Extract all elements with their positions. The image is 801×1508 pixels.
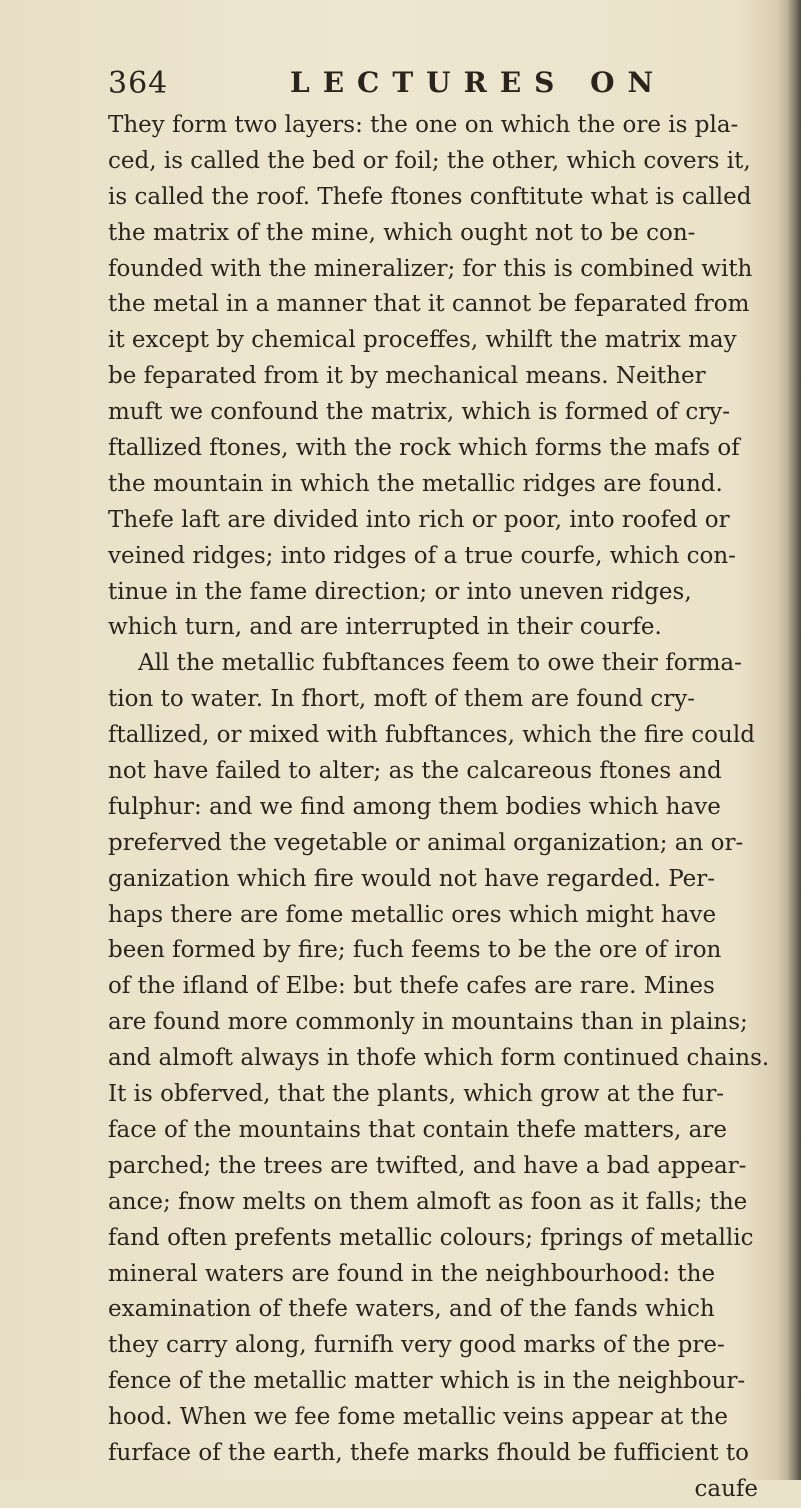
text-line: it except by chemical proceffes, whilft the matrix may (108, 327, 737, 354)
text-line: muft we confound the matrix, which is formed of cry- (108, 399, 730, 426)
text-line: tinue in the fame direction; or into uneven ridges, (108, 578, 692, 605)
text-line: Thefe laft are divided into rich or poor, into roofed or (108, 506, 730, 533)
paragraph-first-line: All the metallic fubftances feem to owe their forma- (138, 650, 742, 677)
text-line: are found more commonly in mountains than in plains; (108, 1009, 748, 1036)
text-line: hood. When we fee fome metallic veins appear at the (108, 1404, 729, 1431)
text-line: of the ifland of Elbe: but thefe cafes are rare. Mines (108, 973, 715, 1000)
text-line: they carry along, furnifh very good marks of the pre- (108, 1332, 725, 1359)
text-line: the mountain in which the metallic ridges are found. (108, 470, 723, 497)
text-line: It is obferved, that the plants, which grow at the fur- (108, 1081, 725, 1108)
text-line: be feparated from it by mechanical means. Neither (108, 363, 706, 390)
text-line: preferved the vegetable or animal organization; an or- (108, 829, 744, 856)
text-line: founded with the mineralizer; for this is combined with (108, 255, 753, 282)
text-line: furface of the earth, thefe marks fhould be fufficient to (108, 1439, 750, 1466)
text-line: and almoft always in thofe which form continued chains. (108, 1045, 770, 1072)
text-line: ganization which fire would not have regarded. Per- (108, 865, 716, 892)
text-line: mineral waters are found in the neighbourhood: the (108, 1260, 716, 1287)
text-line: veined ridges; into ridges of a true courfe, which con- (108, 542, 736, 569)
text-line: haps there are fome metallic ores which might have (108, 901, 717, 928)
text-line: ced, is called the bed or foil; the other, which covers it, (108, 147, 751, 174)
text-line: tion to water. In fhort, moft of them are found cry- (108, 686, 696, 713)
text-line: parched; the trees are twifted, and have a bad appear- (108, 1152, 747, 1179)
text-line: the matrix of the mine, which ought not to be con- (108, 219, 696, 246)
body-text (108, 108, 788, 1508)
text-line: is called the roof. Thefe ftones conftitute what is called (108, 183, 752, 210)
page-header (108, 62, 718, 106)
text-line: fulphur: and we find among them bodies which have (108, 793, 721, 820)
text-line: ance; fnow melts on them almoft as foon as it falls; the (108, 1188, 748, 1215)
text-line: examination of thefe waters, and of the fands which (108, 1296, 715, 1323)
text-line: not have failed to alter; as the calcareous ftones and (108, 758, 722, 785)
running-head: LECTURES ON (290, 66, 667, 99)
text-line: They form two layers: the one on which the ore is pla- (108, 112, 739, 138)
text-line: face of the mountains that contain thefe matters, are (108, 1116, 727, 1143)
text-line: been formed by fire; fuch feems to be the ore of iron (108, 937, 722, 964)
text-line: fence of the metallic matter which is in the neighbour- (108, 1368, 746, 1395)
catchword: caufe (694, 1475, 758, 1502)
page-edge-shadow (787, 0, 801, 1480)
text-line: ftallized ftones, with the rock which forms the mafs of (108, 435, 740, 462)
text-line: which turn, and are interrupted in their courfe. (108, 614, 662, 641)
text-line: fand often prefents metallic colours; fprings of metallic (108, 1224, 754, 1251)
text-line: ftallized, or mixed with fubftances, which the fire could (108, 722, 755, 749)
text-line: the metal in a manner that it cannot be feparated from (108, 291, 750, 318)
page-number: 364 (108, 66, 169, 101)
